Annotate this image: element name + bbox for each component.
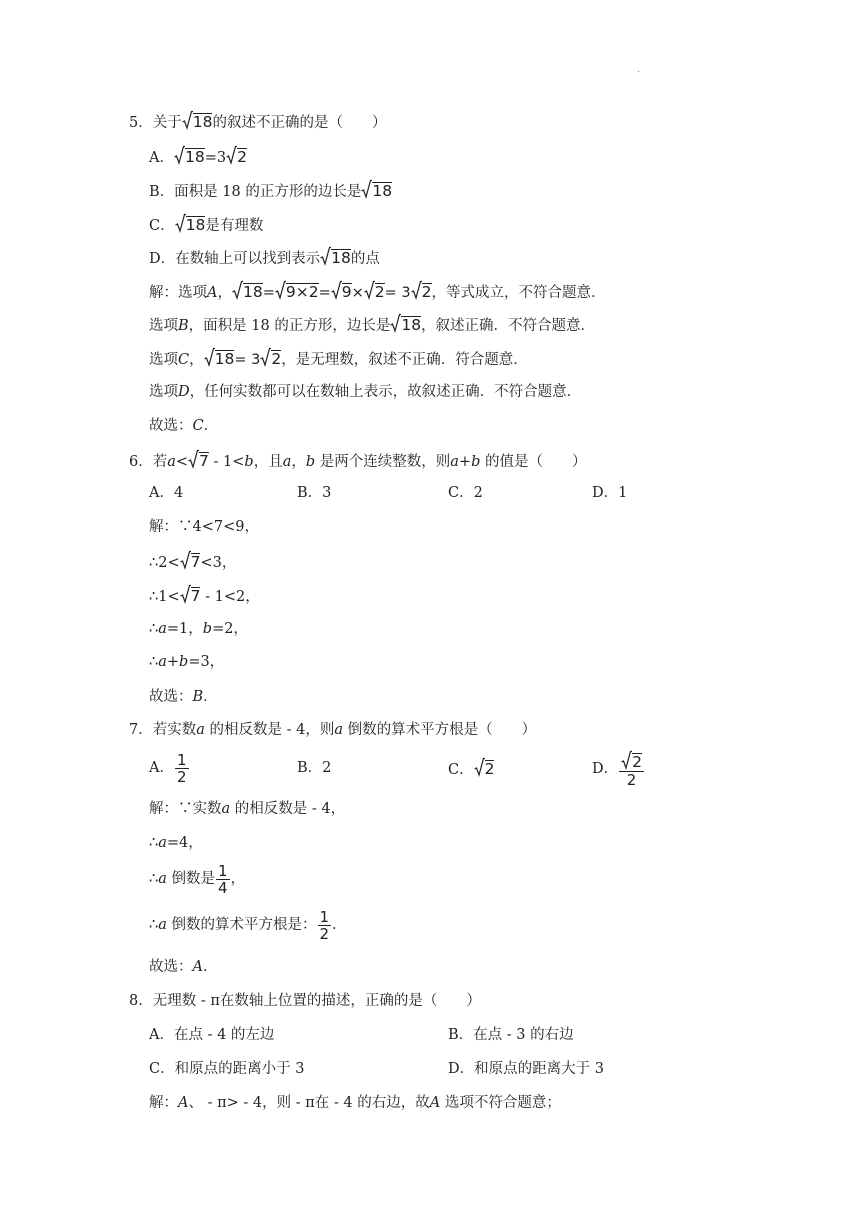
q8-solution-line-1 [149,1092,561,1114]
q6-solution-line-4 [149,618,248,640]
answer-letter: C [192,418,204,434]
q8-option-a: A．在点 - 4 的左边 [149,1027,275,1043]
radicand: 7 [199,452,209,470]
text: ， [189,352,204,368]
option-ref: A [207,285,218,301]
radicand: 7 [190,553,201,571]
page-marker: . [637,64,641,75]
option-ref: A [178,1095,189,1111]
radicand: 9 [341,283,352,301]
sqrt-symbol [275,280,286,300]
sqrt-symbol [364,280,375,300]
text: =3， [188,654,225,670]
q5-option-c [149,213,263,235]
sqrt-symbol [180,550,191,570]
text: 选项 [149,318,178,334]
radicand: 18 [214,350,235,368]
q6-solution-line-2 [149,550,236,572]
text: ，叙述正确．不符合题意． [421,318,596,334]
radicand: 18 [331,249,351,267]
text: ∴ [149,654,159,670]
radicand: 2 [271,350,282,368]
text: ， [291,454,306,470]
text: 倒数是 [166,871,215,887]
q5-stem-pre: 5．关于 [129,115,182,131]
sqrt-symbol [180,584,191,604]
answer-letter: B [192,689,204,705]
sqrt-symbol [331,280,342,300]
q6-option-a: A．4 [149,485,184,501]
radicand: 2 [374,283,385,301]
text: 7．若实数 [129,722,197,738]
q6-option-b: B．3 [297,485,332,501]
var: a [334,722,343,738]
q7-stem [129,719,536,741]
q6-option-d: D．1 [592,485,628,501]
text: ， [230,871,246,887]
var: a+b [158,654,189,670]
text: = 3 [234,352,261,368]
var: a [167,454,176,470]
text: ，面积是 18 的正方形，边长是 [188,318,391,334]
text: - 1< [208,454,245,470]
numerator: 1 [218,861,228,880]
option-label: A． [149,760,174,776]
q7-option-b: B．2 [297,760,332,776]
numerator [619,750,644,771]
q5-radicand: 18 [192,113,213,131]
text: ，任何实数都可以在数轴上表示，故叙述正确．不符合题意． [189,384,582,400]
answer-letter: A [192,959,203,975]
radicand: 18 [184,148,205,166]
q8-option-b: B．在点 - 3 的右边 [448,1027,574,1043]
var: b [305,454,316,470]
option-ref: A [429,1095,441,1111]
text: 的相反数是 - 4，则 [204,722,335,738]
text: = 3 [384,285,411,301]
sqrt-symbol [621,750,632,770]
fraction [318,909,332,942]
option-ref: D [178,384,190,400]
radicand: 2 [237,148,247,166]
text: 解： [149,1095,178,1111]
var: a [158,835,167,851]
q8-option-c: C．和原点的距离小于 3 [149,1061,305,1077]
var: b [244,454,254,470]
text: 、 - π> - 4，则 - π在 - 4 的右边，故 [188,1095,430,1111]
q7-solution-line-3 [149,860,245,898]
option-label: C． [149,218,175,234]
denominator: 2 [176,767,187,786]
text: 故选： [149,959,193,975]
q6-solution-line-5 [149,651,224,673]
var: b [202,621,213,637]
text: ． [202,959,218,975]
text: <3， [200,555,237,571]
denominator: 2 [626,771,637,789]
text: 选项 [149,352,178,368]
text: ，等式成立，不符合题意． [431,285,606,301]
q7-solution-line-1 [149,798,345,820]
sqrt-symbol [226,145,237,165]
text: 倒数的算术平方根是： [166,917,317,933]
radicand: 2 [484,760,495,778]
fraction [175,752,189,785]
equals-text: =3 [204,150,227,166]
q5-stem [129,110,386,132]
text: × [351,285,364,301]
q7-option-d [592,750,645,789]
sqrt-symbol [260,347,271,367]
sqrt-symbol [390,313,401,333]
q5-option-a [149,145,247,167]
option-text: B．面积是 18 的正方形的边长是 [149,184,362,200]
text: 故选： [149,689,193,705]
q5-option-b [149,179,392,201]
var: a [221,801,231,817]
text: 倒数的算术平方根是（ ） [343,722,537,738]
q6-stem [129,449,586,471]
q7-solution-line-2 [149,832,203,854]
text: 是两个连续整数，则 [315,454,451,470]
option-text: 的点 [350,251,380,267]
option-label: D． [592,761,619,777]
text: =2， [212,621,248,637]
text: < [175,454,189,470]
sqrt-symbol [188,449,199,469]
text: =4， [166,835,203,851]
denominator: 4 [218,878,228,897]
text: ∴1< [149,589,180,605]
text: 的值是（ ） [480,454,587,470]
sqrt-symbol [361,179,372,199]
option-text: 是有理数 [205,218,264,234]
fraction [619,750,644,788]
fraction [216,863,230,896]
q5-solution-line-3 [149,347,528,369]
q8-stem: 8．无理数 - π在数轴上位置的描述，正确的是（ ） [129,993,481,1009]
q7-option-a [149,750,190,786]
sqrt-symbol [204,347,215,367]
var: a [158,871,167,887]
q5-solution-line-4 [149,381,581,403]
option-text: D．在数轴上可以找到表示 [149,251,321,267]
sqrt-symbol [232,280,243,300]
var: a [158,917,167,933]
sqrt-symbol [182,110,193,130]
sqrt-symbol [175,213,186,233]
radicand: 18 [185,216,206,234]
q6-answer [149,686,218,708]
var: a [158,621,167,637]
radicand: 7 [190,587,201,605]
text: = [318,285,331,301]
q7-solution-line-4 [149,906,347,944]
option-ref: B [178,318,189,334]
q7-answer [149,956,217,978]
q7-option-c [448,757,494,779]
text: 6．若 [129,454,168,470]
text: ． [332,917,347,933]
option-ref: C [178,352,190,368]
text: ∴ [149,835,159,851]
q5-solution-line-2 [149,313,595,335]
q6-solution-line-1: 解：∵4<7<9， [149,519,259,535]
text: ． [203,418,219,434]
denominator: 2 [319,924,330,943]
radicand: 9×2 [285,283,319,301]
q8-option-d: D．和原点的距离大于 3 [448,1061,604,1077]
radicand: 2 [632,753,643,771]
text: ∴ [149,871,159,887]
text: 解：∵实数 [149,801,222,817]
q5-answer [149,415,218,437]
radicand: 2 [421,283,432,301]
radicand: 18 [372,182,393,200]
q5-option-d [149,246,380,268]
text: ∴ [149,621,159,637]
numerator: 1 [319,907,330,926]
text: = [262,285,275,301]
text: 解：选项 [149,285,207,301]
text: ，是无理数，叙述不正确．符合题意． [281,352,528,368]
q5-solution-line-1 [149,280,606,302]
text: ，且 [253,454,283,470]
var: a [282,454,292,470]
text: ， [217,285,232,301]
text: 故选： [149,418,193,434]
text: 选项 [149,384,178,400]
q5-stem-post: 的叙述不正确的是（ ） [212,115,387,131]
q6-solution-line-3 [149,584,260,606]
q6-option-c: C．2 [448,485,483,501]
text: 的相反数是 - 4， [230,801,346,817]
option-label: C． [448,762,474,778]
sqrt-symbol [174,145,185,165]
sqrt-symbol [474,757,485,777]
var: a+b [450,454,481,470]
text: ． [203,689,218,705]
text: - 1<2， [200,589,260,605]
text: ∴2< [149,555,180,571]
text: ∴ [149,917,159,933]
radicand: 18 [401,316,422,334]
text: 选项不符合题意； [440,1095,561,1111]
var: a [196,722,205,738]
numerator: 1 [176,750,187,769]
option-label: A． [149,150,174,166]
sqrt-symbol [320,246,331,266]
sqrt-symbol [411,280,422,300]
radicand: 18 [242,283,263,301]
text: =1， [166,621,203,637]
